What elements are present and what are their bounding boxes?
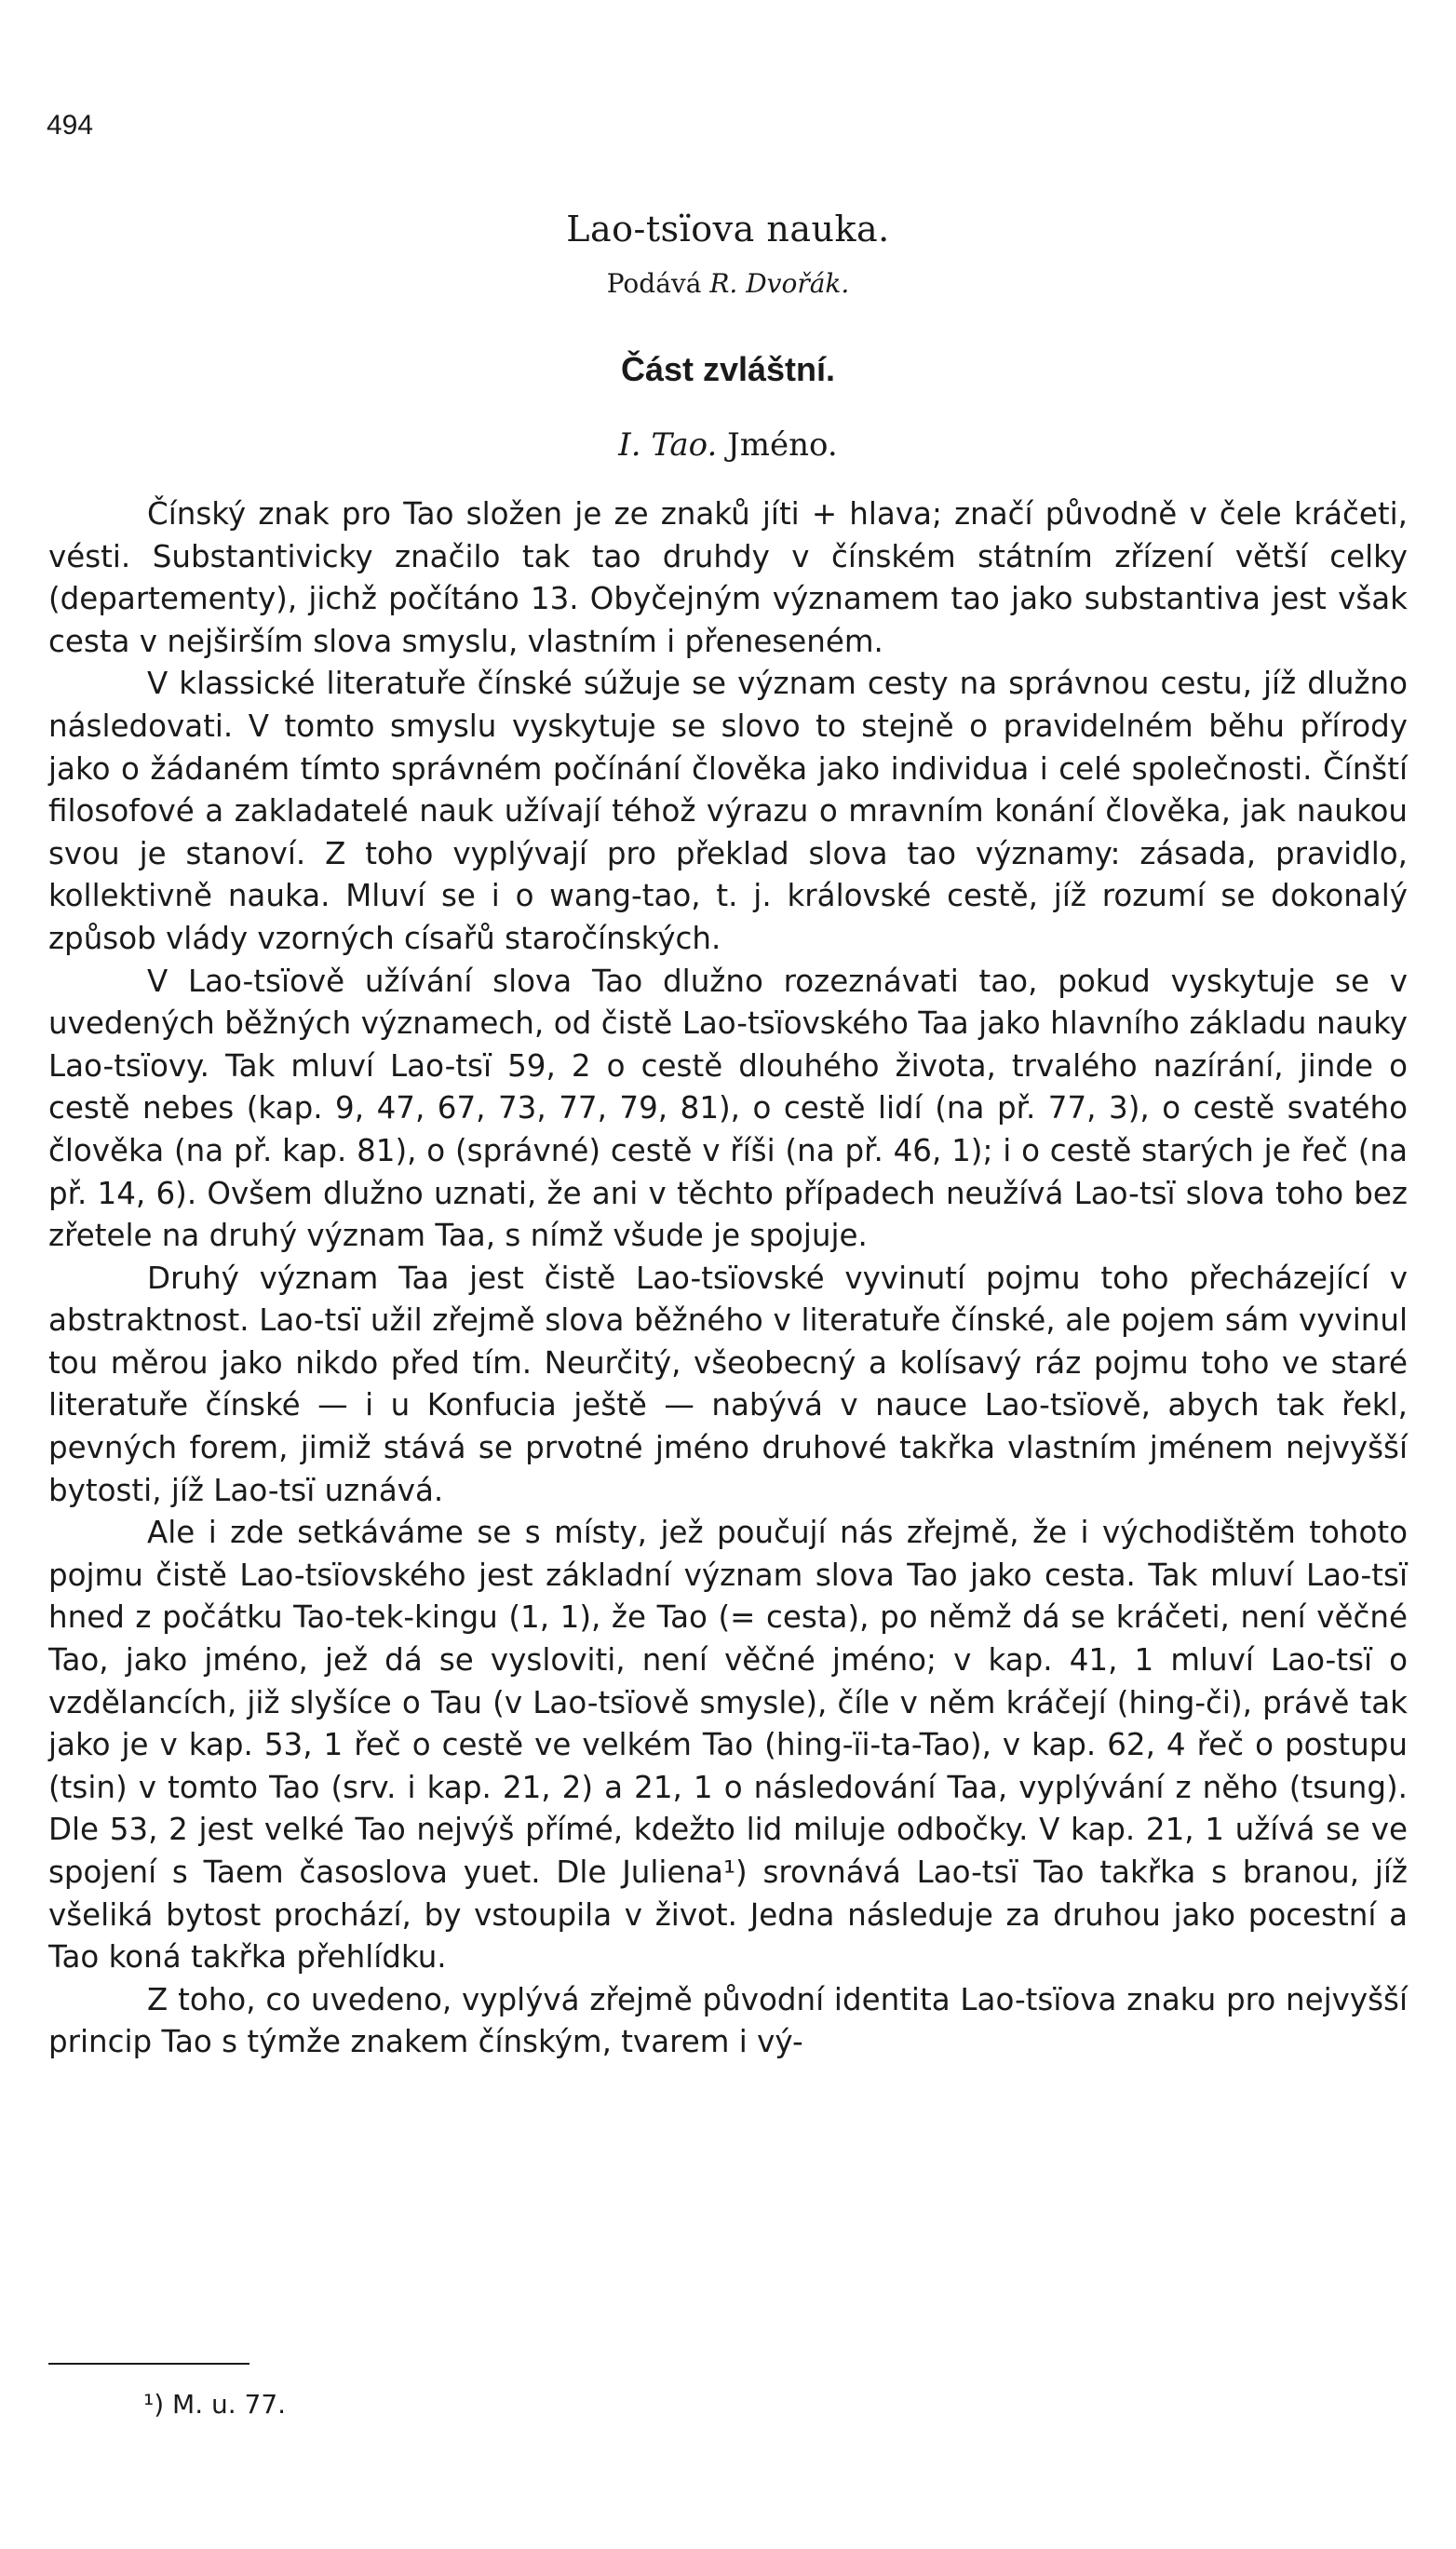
footnote: ¹) M. u. 77. — [143, 2389, 287, 2420]
paragraph: Čínský znak pro Tao složen je ze znaků jíti + hlava; značí původně v čele kráčeti, vésti. Substantivicky značilo tak tao druhdy v čínském státním zřízení větší celky (departementy), jichž počítáno 13. Obyčejným významem tao jako substantiva jest však cesta v nejširším slova smyslu, vlastním i přeneseném. — [48, 496, 1408, 659]
byline-prefix: Podává — [606, 268, 702, 299]
subsection-number: I. Tao. — [618, 426, 718, 464]
paragraph: Z toho, co uvedeno, vyplývá zřejmě původní identita Lao-tsïova znaku pro nejvyšší princip Tao s týmže znakem čínským, tvarem i vý- — [48, 1981, 1408, 2060]
footnote-divider — [48, 2363, 249, 2365]
subsection-heading — [0, 426, 1456, 464]
subsection-name: Jméno. — [727, 426, 838, 464]
article-title: Lao-tsïova nauka. — [566, 209, 890, 250]
section-heading: Část zvláštní. — [620, 350, 836, 388]
paragraph: V Lao-tsïově užívání slova Tao dlužno rozeznávati tao, pokud vyskytuje se v uvedených běžných významech, od čistě Lao-tsïovského Taa jako hlavního základu nauky Lao-tsïovy. Tak mluví Lao-tsï 59, 2 o cestě dlouhého života, trvalého nazírání, jinde o cestě nebes (kap. 9, 47, 67, 73, 77, 79, 81), o cestě lidí (na př. 77, 3), o cestě svatého člověka (na př. kap. 81), o (správné) cestě v říši (na př. 46, 1); i o cestě starých je řeč (na př. 14, 6). Ovšem dlužno uznati, že ani v těchto případech neužívá Lao-tsï slova toho bez zřetele na druhý význam Taa, s nímž všude je spojuje. — [48, 963, 1408, 1254]
body-text — [48, 493, 1408, 2064]
byline-author: R. Dvořák. — [709, 268, 850, 299]
paragraph: Druhý význam Taa jest čistě Lao-tsïovské vyvinutí pojmu toho přecházející v abstraktnost. Lao-tsï užil zřejmě slova běžného v literatuře čínské, ale pojem sám vyvinul tou měrou jako nikdo před tím. Neurčitý, všeobecný a kolísavý ráz pojmu toho ve staré literatuře čínské — i u Konfucia ještě — nabývá v nauce Lao-tsïově, abych tak řekl, pevných forem, jimiž stává se prvotné jméno druhové takřka vlastním jménem nejvyšší bytosti, jíž Lao-tsï uznává. — [48, 1260, 1408, 1508]
page-number: 494 — [47, 110, 94, 141]
byline — [0, 268, 1456, 299]
paragraph: V klassické literatuře čínské súžuje se význam cesty na správnou cestu, jíž dlužno následovati. V tomto smyslu vyskytuje se slovo to stejně o pravidelném běhu přírody jako o žádaném tímto správném počínání člověka jako individua i celé společnosti. Čínští filosofové a zakladatelé nauk užívají téhož výrazu o mravním konání člověka, jak naukou svou je stanoví. Z toho vyplývají pro překlad slova tao významy: zásada, pravidlo, kollektivně nauka. Mluví se i o wang-tao, t. j. královské cestě, jíž rozumí se dokonalý způsob vlády vzorných císařů staročínských. — [48, 666, 1408, 956]
paragraph: Ale i zde setkáváme se s místy, jež poučují nás zřejmě, že i východištěm tohoto pojmu čistě Lao-tsïovského jest základní význam slova Tao jako cesta. Tak mluví Lao-tsï hned z počátku Tao-tek-kingu (1, 1), že Tao (= cesta), po němž dá se kráčeti, není věčné Tao, jako jméno, jež dá se vysloviti, není věčné jméno; v kap. 41, 1 mluví Lao-tsï o vzdělancích, již slyšíce o Tau (v Lao-tsïově smysle), číle v něm kráčejí (hing-či), právě tak jako je v kap. 53, 1 řeč o cestě ve velkém Tao (hing-ïi-ta-Tao), v kap. 62, 4 řeč o postupu (tsin) v tomto Tao (srv. i kap. 21, 2) a 21, 1 o následování Taa, vyplývání z něho (tsung). Dle 53, 2 jest velké Tao nejvýš přímé, kdežto lid miluje odbočky. V kap. 21, 1 užívá se ve spojení s Taem časoslova yuet. Dle Juliena¹) srovnává Lao-tsï Tao takřka s branou, jíž všeliká bytost prochází, by vstoupila v život. Jedna následuje za druhou jako pocestní a Tao koná takřka přehlídku. — [48, 1515, 1408, 1976]
